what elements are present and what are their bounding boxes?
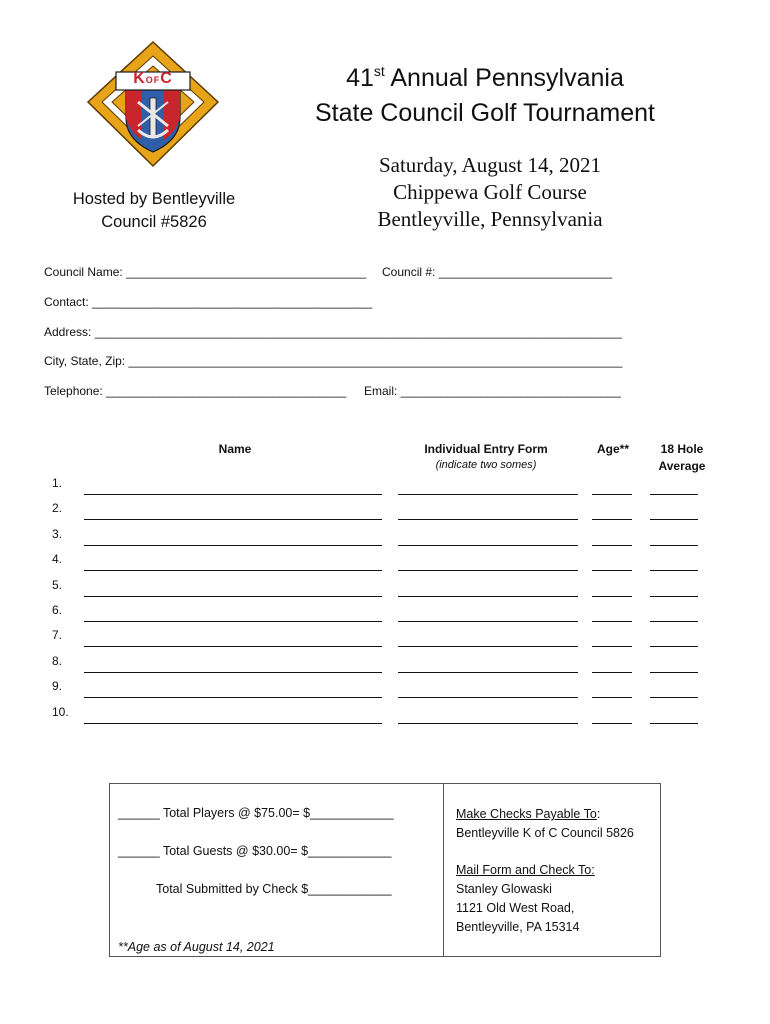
age-line[interactable] (592, 545, 632, 546)
name-line[interactable] (84, 519, 382, 520)
entry-form-line[interactable] (398, 494, 578, 495)
row-number: 1. (52, 476, 63, 490)
payable-colon: : (596, 807, 601, 821)
entry-form-line[interactable] (398, 545, 578, 546)
age-line[interactable] (592, 697, 632, 698)
event-venue: Chippewa Golf Course (393, 180, 587, 204)
age-line[interactable] (592, 519, 632, 520)
name-line[interactable] (84, 545, 382, 546)
page-title (270, 54, 700, 131)
header-name: Name (218, 442, 252, 456)
age-line[interactable] (592, 596, 632, 597)
event-date: Saturday, August 14, 2021 (378, 153, 602, 177)
header-entry-sub: (indicate two somes) (435, 459, 537, 471)
header-age: Age** (596, 442, 629, 456)
city-state-zip-field[interactable]: City, State, Zip: __________________________________________________________________________ (44, 354, 623, 368)
header-entry-form: Individual Entry Form (424, 442, 548, 456)
mail-street: 1121 Old West Road, (456, 901, 575, 915)
summary-box (109, 783, 661, 957)
average-line[interactable] (650, 697, 698, 698)
payable-to: Bentleyville K of C Council 5826 (456, 826, 634, 840)
average-line[interactable] (650, 596, 698, 597)
row-number: 3. (52, 526, 63, 541)
age-line[interactable] (592, 621, 632, 622)
age-line[interactable] (592, 672, 632, 673)
average-line[interactable] (650, 545, 698, 546)
row-number: 9. (52, 679, 63, 694)
knights-of-columbus-logo (86, 40, 220, 170)
row-number: 7. (52, 628, 63, 643)
average-line[interactable] (650, 646, 698, 647)
total-submitted-field[interactable]: Total Submitted by Check $____________ (156, 882, 392, 896)
name-line[interactable] (84, 621, 382, 622)
logo-letters-of: OF (145, 75, 161, 85)
council-name-field[interactable]: Council Name: ____________________________________ (44, 265, 367, 279)
contact-field[interactable]: Contact: __________________________________________ (44, 295, 373, 309)
age-line[interactable] (592, 646, 632, 647)
title-line-2: State Council Golf Tournament (314, 99, 655, 127)
age-line[interactable] (592, 494, 632, 495)
header-average-1: 18 Hole (660, 442, 704, 456)
row-number: 8. (52, 653, 63, 668)
logo-letter-k: K (133, 70, 146, 87)
age-line[interactable] (592, 723, 632, 724)
row-number: 5. (52, 577, 63, 592)
event-location: Bentleyville, Pennsylvania (377, 207, 603, 231)
summary-divider (443, 784, 444, 956)
mail-name: Stanley Glowaski (456, 882, 552, 896)
average-line[interactable] (650, 494, 698, 495)
average-line[interactable] (650, 519, 698, 520)
name-line[interactable] (84, 723, 382, 724)
mail-city: Bentleyville, PA 15314 (456, 920, 580, 934)
average-line[interactable] (650, 672, 698, 673)
total-guests-field[interactable]: ______ Total Guests @ $30.00= $____________ (118, 844, 392, 858)
name-line[interactable] (84, 494, 382, 495)
title-suffix: st (373, 63, 385, 79)
entry-form-line[interactable] (398, 621, 578, 622)
age-line[interactable] (592, 570, 632, 571)
entry-form-line[interactable] (398, 723, 578, 724)
age-note: **Age as of August 14, 2021 (118, 940, 275, 954)
entry-form-line[interactable] (398, 672, 578, 673)
entry-form-line[interactable] (398, 596, 578, 597)
host-line-2: Council #5826 (101, 213, 207, 231)
email-field[interactable]: Email: _________________________________ (364, 384, 621, 398)
entry-form-line[interactable] (398, 570, 578, 571)
telephone-field[interactable]: Telephone: ____________________________________ (44, 384, 347, 398)
row-number: 4. (52, 552, 63, 567)
average-line[interactable] (650, 570, 698, 571)
logo-letter-c: C (160, 70, 173, 87)
entry-form-line[interactable] (398, 697, 578, 698)
event-details (300, 152, 680, 233)
name-line[interactable] (84, 570, 382, 571)
name-line[interactable] (84, 672, 382, 673)
entry-form-line[interactable] (398, 519, 578, 520)
title-number: 41 (346, 64, 374, 92)
title-line-1: Annual Pennsylvania (384, 64, 624, 92)
total-players-field[interactable]: ______ Total Players @ $75.00= $____________ (118, 806, 394, 820)
payable-label: Make Checks Payable To (456, 807, 597, 821)
average-line[interactable] (650, 723, 698, 724)
council-number-field[interactable]: Council #: __________________________ (382, 265, 613, 279)
entry-form-line[interactable] (398, 646, 578, 647)
name-line[interactable] (84, 646, 382, 647)
address-field[interactable]: Address: _______________________________________________________________________________ (44, 325, 622, 339)
host-block (40, 188, 268, 234)
row-number: 2. (52, 501, 63, 516)
average-line[interactable] (650, 621, 698, 622)
mail-block (456, 861, 595, 937)
payable-block (456, 805, 634, 843)
mail-label: Mail Form and Check To: (456, 863, 595, 877)
header-average-2: Average (658, 459, 706, 473)
row-number: 10. (52, 704, 69, 719)
name-line[interactable] (84, 596, 382, 597)
host-line-1: Hosted by Bentleyville (72, 190, 236, 208)
row-number: 6. (52, 603, 63, 617)
name-line[interactable] (84, 697, 382, 698)
